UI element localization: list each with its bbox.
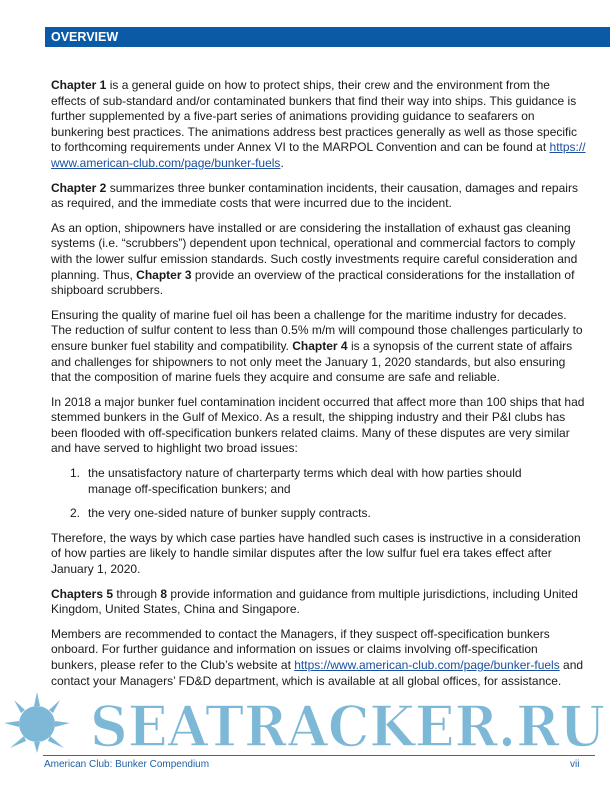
paragraph-incident: In 2018 a major bunker fuel contamination incident occurred that affect more than 100 ships that had stemmed bunkers in the Gulf of Mexico. As a result, the shipping industry and their P&I clubs has been flooded with off-specification bunkers related claims. Many of these disputes are very similar and have served to highlight two broad issues: (51, 394, 585, 456)
paragraph-chapter-3 (51, 221, 587, 299)
paragraph-members (51, 627, 587, 689)
paragraph-chapter-1 (51, 78, 587, 172)
bold-text: Chapter 2 (51, 180, 107, 195)
footer-title: American Club: Bunker Compendium (44, 759, 210, 770)
bunker-fuels-link[interactable]: https://www.american-club.com/page/bunker-fuels (51, 140, 586, 170)
list-text: the very one-sided nature of bunker supply contracts. (88, 506, 371, 521)
text: is a general guide on how to protect ships, their crew and the environment from the effects of sub-standard and/or contaminated bunkers that find their way into ships. This guidance is further supplemented by a five-part series of animations providing guidance to seafarers on bunkering best practices. The animations address best practices generally as well as those specific to forthcoming requirements under Annex VI to the MARPOL Convention and can be found at (51, 78, 578, 155)
text: As an option, shipowners have installed or are considering the installation of exhaust gas cleaning systems (i.e. “scrubbers”) dependent upon technical, operational and commercial factors to comply with the lower sulfur emission standards. Such costly investments require careful consideration and planning. Thus, (51, 220, 578, 282)
list-item (70, 506, 558, 522)
text: summarizes three bunker contamination incidents, their causation, damages and repairs as required, and the immediate costs that were incurred due to the incident. (51, 180, 578, 211)
footer-rule (43, 755, 595, 756)
list-item (70, 466, 558, 497)
text: Members are recommended to contact the Managers, if they suspect off-specification bunkers onboard. For further guidance and information on issues or claims involving off-specification bunkers, please refer to the Club’s website at (51, 626, 550, 672)
watermark-text: SEATRACKER.RU (90, 694, 605, 753)
sun-icon (4, 692, 70, 753)
list-number: 1. (70, 466, 81, 481)
bold-text: Chapter 1 (51, 78, 107, 92)
text: provide information and guidance from multiple jurisdictions, including United Kingdom, United States, China and Singapore. (51, 586, 578, 617)
bunker-fuels-link[interactable]: https://www.american-club.com/page/bunker-fuels (294, 658, 560, 672)
text: . (280, 155, 284, 170)
bold-text: 8 (160, 586, 168, 601)
text: and contact your Managers’ FD&D department, which is available at all global offices, for assistance. (51, 658, 584, 688)
watermark-logo (0, 690, 616, 753)
body-text (51, 78, 587, 698)
text: is a synopsis of the current state of affairs and challenges for shipowners to not only meet the January 1, 2020 standards, but also ensuring that the composition of marine fuels they acquire and consume are safe and reliable. (51, 338, 573, 385)
list-number: 2. (70, 506, 81, 521)
paragraph-chapter-2 (51, 181, 587, 212)
section-header: OVERVIEW (45, 27, 610, 47)
paragraph-chapter-4 (51, 308, 587, 386)
text: through (113, 586, 161, 601)
bold-text: Chapters 5 (51, 586, 114, 601)
bold-text: Chapter 4 (292, 338, 348, 353)
bold-text: Chapter 3 (136, 267, 192, 282)
page-number: vii (570, 759, 580, 770)
paragraph-therefore: Therefore, the ways by which case parties have handled such cases is instructive in a consideration of how parties are likely to handle similar disputes after the low sulfur fuel era takes effect after January 1, 2020. (51, 530, 581, 577)
paragraph-chapters-5-8 (51, 587, 587, 618)
text: provide an overview of the practical considerations for the installation of shipboard scrubbers. (51, 267, 575, 298)
list-text: the unsatisfactory nature of charterparty terms which deal with how parties should manage off-specification bunkers; and (88, 466, 522, 496)
text: Ensuring the quality of marine fuel oil has been a challenge for the maritime industry for decades. The reduction of sulfur content to less than 0.5% m/m will compound those challenges particularly to ensure bunker fuel stability and compatibility. (51, 307, 583, 353)
